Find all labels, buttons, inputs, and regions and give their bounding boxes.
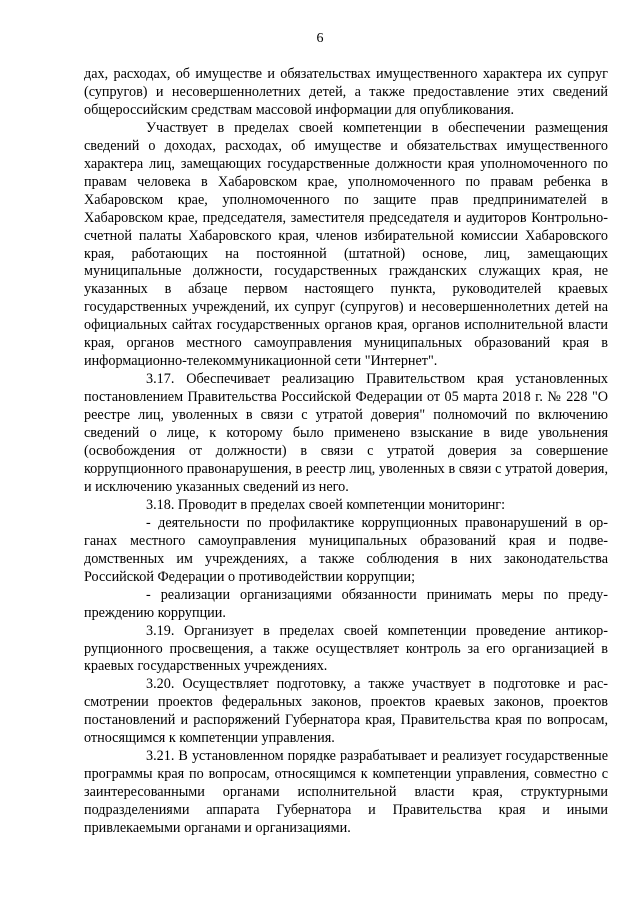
paragraph-3-18-item-1: - деятельности по профилактике коррупционных правонарушений в органах местного самоуправления муниципальных образований края и подведомственных им учреждениях, а также соблюдения в них законодательства Российской Федерации о противодействии коррупции;: [84, 514, 608, 585]
paragraph-3-17: 3.17. Обеспечивает реализацию Правительством края установленных постановлением Правительства Российской Федерации от 05 марта 2018 г. № 228 "О реестре лиц, уволенных в связи с утратой доверия" полномочий по включению сведений о лице, к которому было применено взыскание в виде увольнения (освобождения от должности) в связи с утратой доверия за совершение коррупционного правонарушения, в реестр лиц, уволенных в связи с утратой доверия, и исключению указанных сведений из него.: [84, 371, 608, 495]
paragraph-3-18: 3.18. Проводит в пределах своей компетенции мониторинг:: [146, 496, 506, 513]
paragraph-continuation: дах, расходах, об имуществе и обязательствах имущественного характера их супруг (супругов) и несовершеннолетних детей, а также предоставление этих сведений общероссийским средствам массовой информации для опубликования.: [84, 66, 608, 118]
page-number: 6: [316, 31, 324, 46]
document-body: [84, 66, 608, 838]
paragraph-placement-of-income-info: Участвует в пределах своей компетенции в обеспечении размещения сведений о доходах, расходах, об имуществе и обязательствах имущественного характера лиц, замещающих государственные должности края уполномоченного по правам человека в Хабаровском крае, уполномоченного по правам ребенка в Хабаровском крае, уполномоченного по защите прав предпринимателей в Хабаровском крае, председателя, заместителя председателя и аудиторов Контрольно-счетной палаты Хабаровского края, членов избирательной комиссии Хабаровского края, работающих на постоянной (штатной) основе, лиц, замещающих муниципальные должности, государственных гражданских служащих края, не указанных в абзаце первом настоящего пункта, руководителей краевых государственных учреждений, их супруг (супругов) и несовершеннолетних детей на официальных сайтах государственных органов края, органов исполнительной власти края, органов местного самоуправления муниципальных образований края в информационно-телекоммуникационной сети "Интернет".: [84, 119, 608, 370]
paragraph-3-20: 3.20. Осуществляет подготовку, а также участвует в подготовке и рассмотрении проектов федеральных законов, проектов краевых законов, проектов постановлений и распоряжений Губернатора края, Правительства края по вопросам, относящимся к компетенции управления.: [84, 676, 608, 747]
paragraph-3-21: 3.21. В установленном порядке разрабатывает и реализует государственные программы края по вопросам, относящимся к компетенции управления, совместно с заинтересованными органами исполнительной власти края, структурными подразделениями аппарата Губернатора и Правительства края и иными привлекаемыми органами и организациями.: [84, 748, 608, 837]
paragraph-3-19: 3.19. Организует в пределах своей компетенции проведение антикоррупционного просвещения, а также осуществляет контроль за его организацией в краевых государственных учреждениях.: [84, 622, 608, 675]
paragraph-3-18-item-2: - реализации организациями обязанности принимать меры по предупреждению коррупции.: [84, 586, 608, 621]
